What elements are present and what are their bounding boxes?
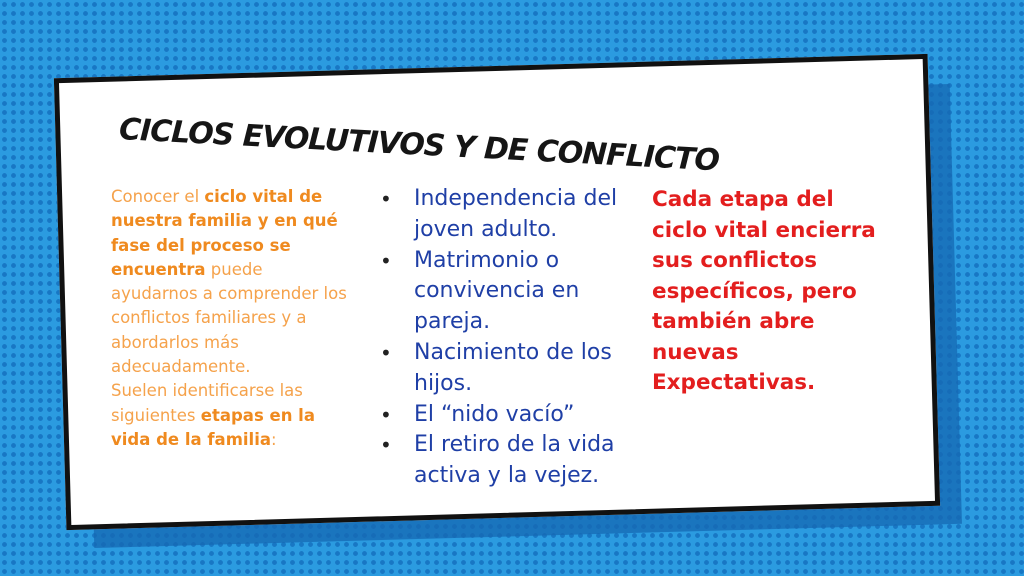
stages-list bbox=[380, 184, 630, 492]
intro-text-highlight-1: ciclo vital de nuestra familia y en qué fase del proceso se encuentra bbox=[111, 187, 338, 279]
stage-item bbox=[380, 246, 630, 338]
intro-text-highlight-2: etapas en la vida de la familia bbox=[111, 405, 315, 449]
bullet-icon: • bbox=[380, 187, 392, 211]
bullet-icon: • bbox=[380, 340, 392, 365]
stage-item bbox=[380, 430, 630, 492]
conclusion-text: Cada etapa del ciclo vital encierra sus conflictos específicos, pero también abre nuevas Expectativas. bbox=[652, 187, 876, 395]
slide-title: CICLOS EVOLUTIVOS Y DE CONFLICTO bbox=[118, 112, 720, 179]
intro-text bbox=[111, 185, 351, 452]
stage-text: Independencia del joven adulto. bbox=[414, 186, 618, 242]
bullet-icon: • bbox=[380, 433, 392, 458]
stage-text: El “nido vacío” bbox=[414, 401, 575, 427]
bullet-icon: • bbox=[380, 402, 392, 427]
intro-text-plain-4: : bbox=[271, 429, 277, 449]
stage-item bbox=[380, 184, 630, 246]
bullet-icon: • bbox=[380, 248, 392, 273]
intro-text-plain-2: puede ayudarnos a comprender los conflictos familiares y a abordarlos más adecuadamente. bbox=[111, 259, 347, 377]
stage-item bbox=[380, 338, 630, 400]
intro-text-plain-3: Suelen identificarse las siguientes bbox=[111, 381, 303, 425]
stage-text: Nacimiento de los hijos. bbox=[414, 339, 612, 396]
intro-text-plain-1: Conocer el bbox=[111, 187, 205, 206]
stage-text: El retiro de la vida activa y la vejez. bbox=[414, 432, 615, 489]
stage-text: Matrimonio o convivencia en pareja. bbox=[414, 247, 580, 335]
stage-item bbox=[380, 400, 630, 431]
